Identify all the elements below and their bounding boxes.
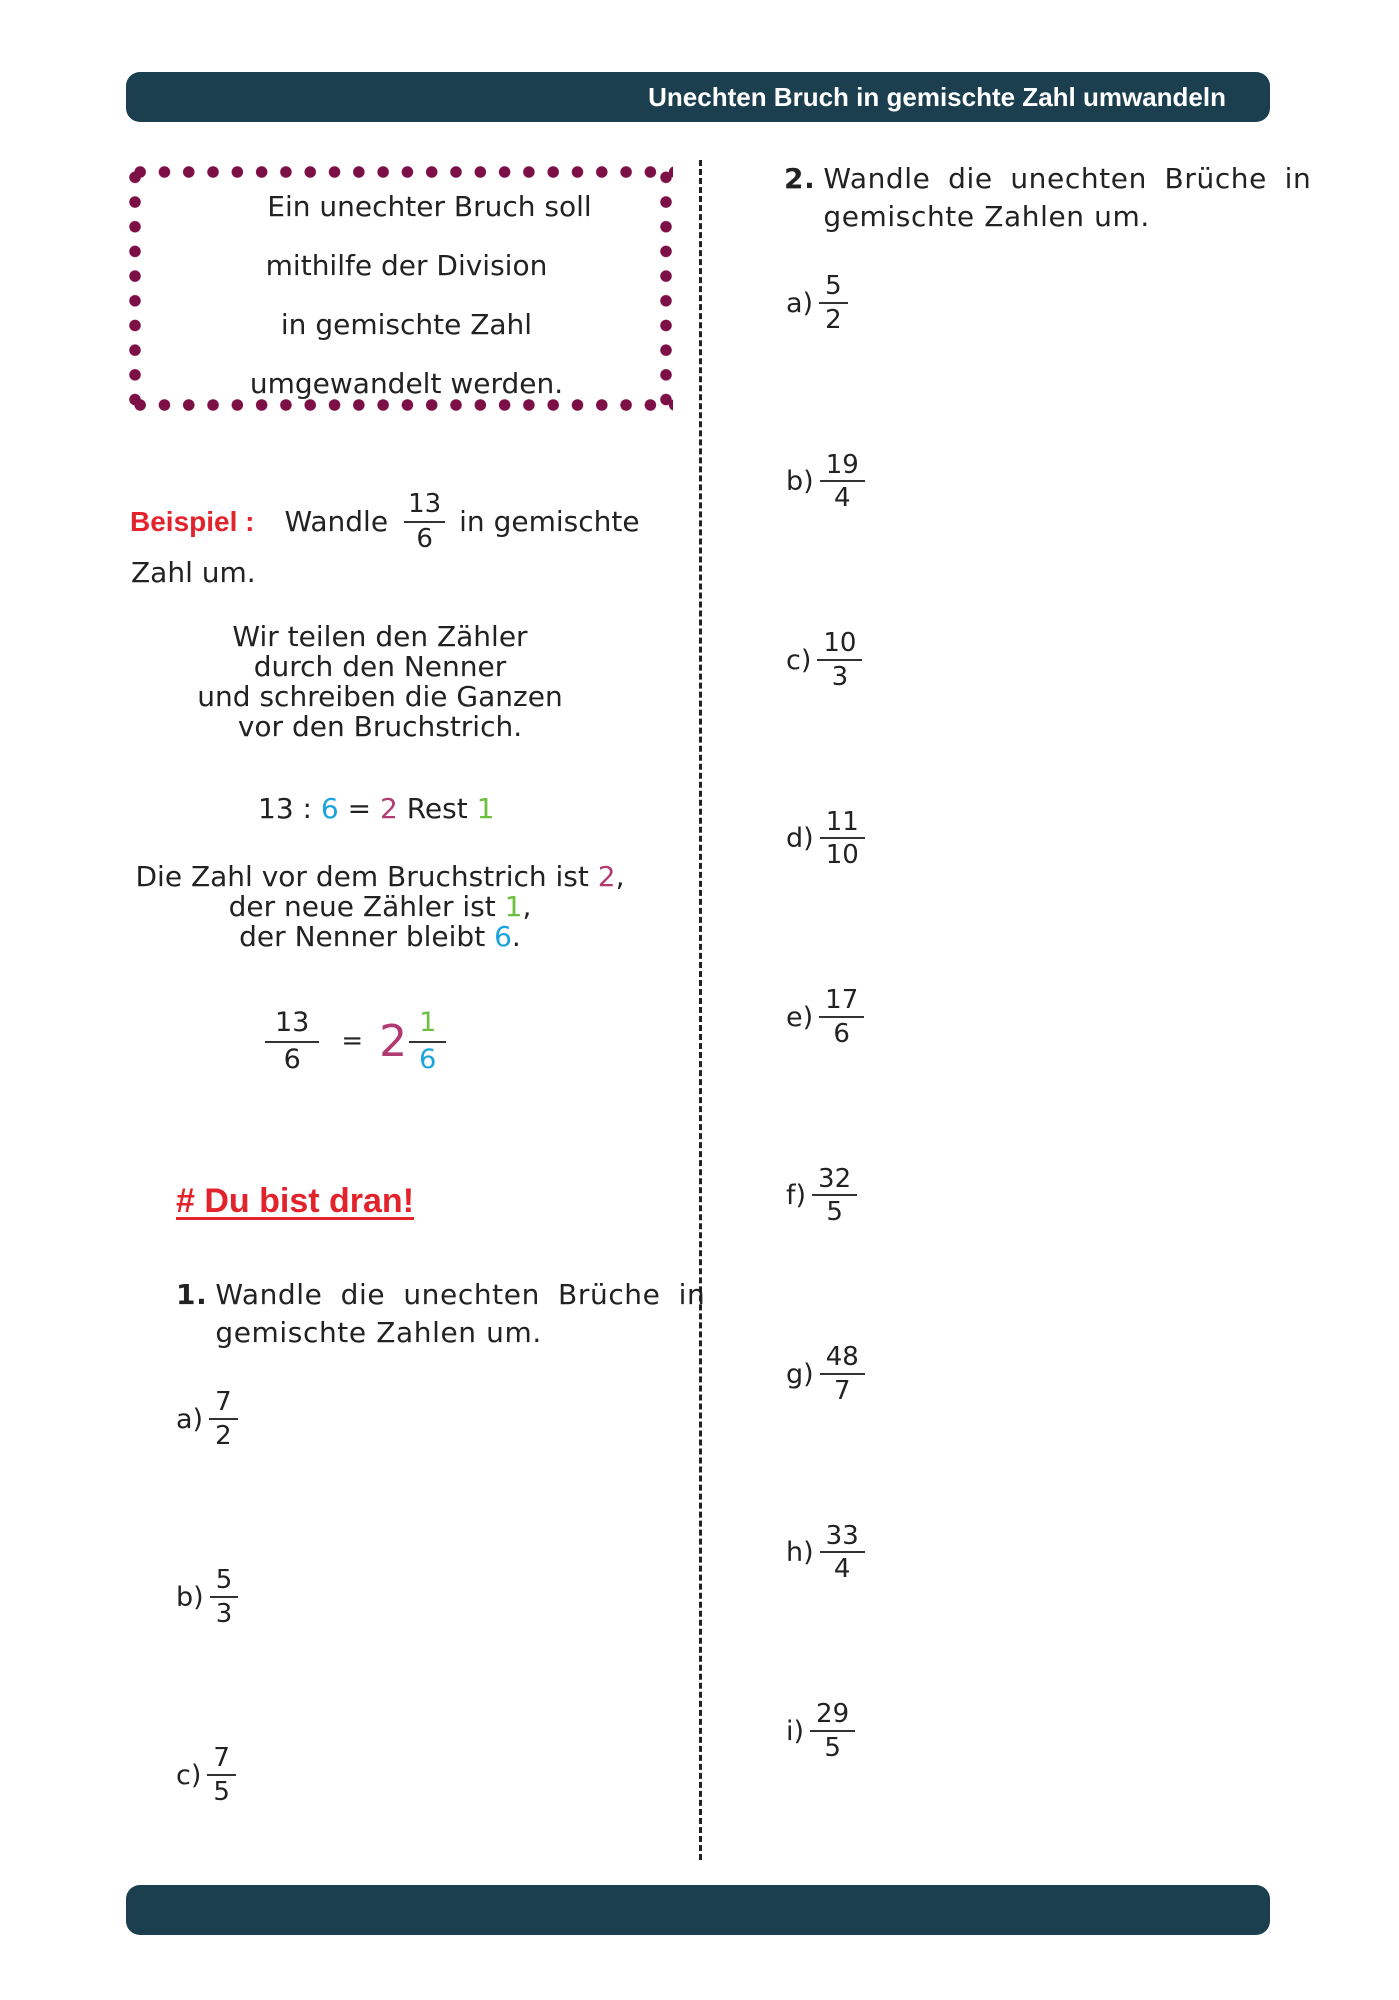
result-numerator: 1 [504,890,523,923]
punctuation: . [511,920,521,953]
equals-sign: = [341,1026,364,1057]
fraction-denominator: 10 [825,840,859,871]
task-text [823,160,1311,236]
result-denominator: 6 [494,920,512,953]
explanation-line: durch den Nenner [253,650,507,683]
example-equation [265,1008,446,1074]
fraction-denominator: 3 [215,1598,233,1629]
fraction-numerator: 32 [812,1165,857,1197]
exercise-item [786,1522,865,1584]
example-label: Beispiel : [130,505,255,537]
exercise-label: b) [786,466,814,498]
exercise-item [786,629,862,691]
exercise-label: h) [786,1537,814,1569]
example-fraction [404,490,445,553]
exercise-item [786,808,865,870]
task-1 [176,1276,705,1352]
exercise-fraction [820,808,865,870]
dividend: 13 [258,792,294,825]
rule-line: mithilfe der Division [265,249,548,282]
result-line1: Die Zahl vor dem Bruchstrich ist [135,860,589,893]
division-line [258,792,494,825]
rest-label: Rest [406,792,468,825]
fraction-numerator: 13 [404,490,445,523]
task-text-line: Wandle die unechten Brüche in [215,1278,706,1311]
explanation-line: und schreiben die Ganzen [197,680,563,713]
rule-text [128,177,673,413]
exercise-label: f) [786,1180,807,1212]
explanation-line: Wir teilen den Zähler [232,620,528,653]
fraction-numerator: 48 [820,1343,865,1375]
task-text-line: Wandle die unechten Brüche in [823,162,1312,195]
fraction-denominator: 5 [826,1197,843,1228]
exercise-label: e) [786,1001,814,1033]
fraction-numerator: 17 [819,986,864,1018]
fraction-denominator: 2 [215,1420,232,1451]
exercise-fraction [817,629,862,691]
exercise-item [786,272,848,334]
exercise-label: a) [786,287,814,319]
fraction-numerator: 1 [409,1008,446,1043]
exercise-label: b) [176,1581,204,1613]
example-text-after: in gemischte [459,505,640,539]
fraction-denominator: 2 [825,304,842,335]
exercise-fraction [209,1388,238,1450]
task-2 [784,160,1311,236]
rule-line: Ein unechter Bruch soll [267,190,592,223]
fraction-numerator: 33 [820,1522,865,1554]
exercise-item [176,1744,236,1806]
fraction-denominator: 6 [419,1043,437,1075]
exercise-item [786,451,865,513]
divisor: 6 [320,792,339,825]
result-line2: der neue Zähler ist [228,890,496,923]
page-title: Unechten Bruch in gemischte Zahl umwandeln [648,82,1226,112]
exercise-label: c) [786,644,812,676]
task-number: 2. [784,162,816,195]
fraction-numerator: 7 [209,1388,238,1420]
exercise-item [176,1566,238,1628]
fraction-denominator: 6 [416,523,433,554]
example-text-before: Wandle [284,505,389,539]
rest-value: 1 [476,792,495,825]
exercise-fraction [820,451,865,513]
exercise-fraction [210,1566,239,1628]
exercise-label: d) [786,823,814,855]
fraction-denominator: 3 [831,661,849,692]
fraction-denominator: 4 [833,1554,851,1585]
exercise-item [176,1388,238,1450]
result-text [130,862,630,952]
exercise-fraction [819,986,864,1048]
exercise-fraction [207,1744,236,1806]
fraction-numerator: 11 [820,808,865,840]
exercise-label: g) [786,1358,814,1390]
exercise-item [786,1700,855,1762]
fraction-numerator: 13 [265,1008,319,1043]
improper-fraction [265,1008,319,1074]
fraction-denominator: 4 [833,483,851,514]
result-line3: der Nenner bleibt [239,920,486,953]
mixed-whole: 2 [379,1015,408,1067]
fraction-numerator: 10 [817,629,862,661]
fraction-numerator: 5 [210,1566,239,1598]
fraction-denominator: 6 [283,1043,301,1075]
example-line [130,490,640,553]
exercise-item [786,1165,857,1227]
rule-box [128,165,673,412]
fraction-numerator: 5 [819,272,848,304]
exercise-label: a) [176,1403,204,1435]
punctuation: , [522,890,532,923]
quotient: 2 [380,792,398,825]
rule-line: umgewandelt werden. [249,367,564,400]
header-bar [126,72,1270,122]
punctuation: , [615,860,625,893]
exercise-fraction [812,1165,857,1227]
explanation-line: vor den Bruchstrich. [237,710,523,743]
fraction-denominator: 6 [833,1018,850,1049]
column-divider [699,160,702,1860]
fraction-numerator: 7 [207,1744,236,1776]
exercise-item [786,1343,865,1405]
exercise-item [786,986,864,1048]
example-text-cont: Zahl um. [131,556,256,589]
rule-line: in gemischte Zahl [280,308,533,341]
result-whole: 2 [597,860,616,893]
fraction-denominator: 5 [824,1732,841,1763]
exercise-fraction [819,272,848,334]
task-text-line: gemischte Zahlen um. [823,200,1150,233]
fraction-numerator: 29 [810,1700,855,1732]
explanation [180,622,580,742]
fraction-numerator: 19 [820,451,865,483]
your-turn-heading: # Du bist dran! [176,1182,415,1220]
exercise-fraction [810,1700,855,1762]
exercise-fraction [820,1522,865,1584]
fraction-denominator: 7 [833,1375,851,1406]
fraction-denominator: 5 [213,1776,230,1807]
equals-sign: = [347,792,372,825]
exercise-label: c) [176,1759,202,1791]
task-text [215,1276,705,1352]
footer-bar [126,1885,1270,1935]
task-number: 1. [176,1278,208,1311]
mixed-fraction [409,1008,446,1074]
exercise-fraction [820,1343,865,1405]
division-operator: : [302,792,312,825]
exercise-label: i) [786,1715,805,1747]
task-text-line: gemischte Zahlen um. [215,1316,542,1349]
